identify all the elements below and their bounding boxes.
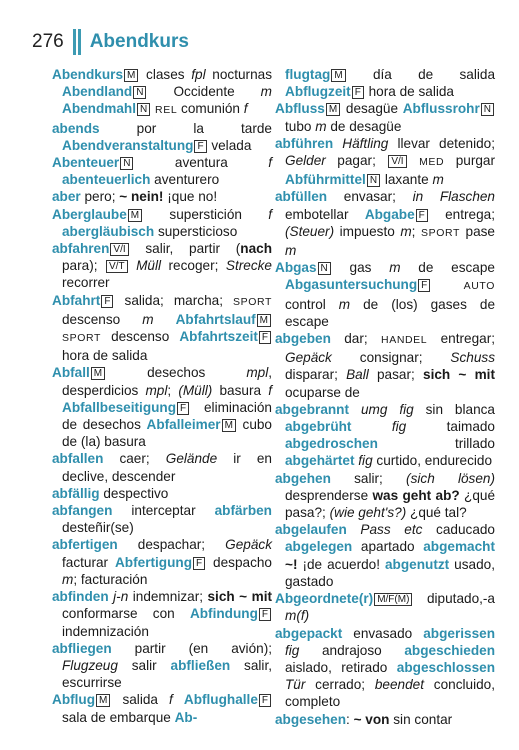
dictionary-entry bbox=[52, 66, 272, 120]
headword: Abflugzeit bbox=[285, 84, 351, 100]
bold-phrase: sich ~ mit bbox=[207, 589, 273, 605]
italic-note: f bbox=[268, 155, 272, 171]
header-rule bbox=[78, 29, 81, 55]
italic-note: f bbox=[268, 382, 272, 398]
headword: abfahren bbox=[52, 241, 110, 257]
grammar-label: M/F(M) bbox=[374, 593, 412, 606]
italic-note: Ball bbox=[346, 367, 369, 383]
translation-text bbox=[351, 419, 391, 434]
italic-note: Häftling bbox=[342, 135, 389, 151]
translation-text: sin blanca bbox=[413, 401, 495, 417]
headword: Abgasuntersuchung bbox=[285, 277, 418, 293]
translation-text: aislado, retirado bbox=[285, 659, 397, 675]
headword: abends bbox=[52, 120, 100, 136]
italic-note: in Flaschen bbox=[412, 189, 495, 205]
translation-text bbox=[349, 402, 361, 417]
translation-text: salir, partir ( bbox=[145, 241, 241, 257]
headword: abgepackt bbox=[275, 625, 343, 641]
dictionary-entry bbox=[52, 502, 272, 536]
italic-note: fig bbox=[391, 419, 407, 435]
headword: abfüllen bbox=[275, 189, 328, 205]
italic-note: umg fig bbox=[360, 401, 414, 417]
italic-note: m bbox=[260, 84, 272, 100]
translation-text: envasado bbox=[342, 625, 424, 641]
headword: Abendland bbox=[62, 84, 133, 100]
translation-text: ¡que no! bbox=[163, 189, 218, 205]
italic-note: m(f) bbox=[285, 608, 310, 624]
translation-text: disparar; bbox=[285, 367, 347, 383]
italic-note: beendet bbox=[374, 677, 424, 693]
dictionary-entry bbox=[52, 640, 272, 692]
grammar-label: F bbox=[193, 557, 205, 570]
italic-note: m bbox=[389, 260, 401, 276]
field-label: REL bbox=[155, 104, 178, 117]
bold-phrase: ~ von bbox=[353, 711, 390, 727]
italic-note: Gelder bbox=[285, 153, 326, 169]
field-label: AUTO bbox=[463, 280, 495, 293]
field-label: SPORT bbox=[233, 295, 273, 308]
dictionary-entry bbox=[52, 536, 272, 588]
translation-text: desagüe bbox=[345, 101, 403, 117]
field-label: SPORT bbox=[420, 226, 460, 239]
italic-note: Tür bbox=[285, 677, 306, 693]
italic-note: m bbox=[142, 311, 154, 327]
headword: Abfalleimer bbox=[146, 417, 221, 433]
translation-text: Occidente bbox=[173, 84, 261, 100]
grammar-label: M bbox=[96, 694, 110, 707]
headword: Abendveranstaltung bbox=[62, 137, 194, 153]
dictionary-entry bbox=[52, 240, 272, 292]
headword: abfließen bbox=[170, 657, 231, 673]
translation-text: eliminación de desechos bbox=[62, 399, 272, 433]
translation-text: basura bbox=[212, 382, 269, 398]
translation-text: indemnizar; bbox=[128, 589, 208, 605]
translation-text: entrega; bbox=[445, 206, 496, 222]
translation-text: : bbox=[346, 711, 354, 727]
dictionary-entry bbox=[275, 625, 495, 711]
translation-text: pase bbox=[465, 223, 495, 239]
dictionary-entry bbox=[275, 66, 495, 100]
italic-note: m bbox=[338, 296, 351, 312]
translation-text: salir; bbox=[330, 470, 407, 486]
italic-note: m bbox=[432, 172, 444, 188]
dictionary-entry bbox=[275, 401, 495, 470]
translation-text: pagar; bbox=[325, 153, 388, 169]
translation-text: usado, gastado bbox=[285, 556, 495, 589]
headword: Abfluss bbox=[275, 101, 325, 117]
translation-text: facturar bbox=[62, 554, 115, 570]
grammar-label: N bbox=[318, 262, 331, 275]
dictionary-entry bbox=[275, 470, 495, 522]
italic-note: m bbox=[285, 243, 297, 259]
dictionary-entry bbox=[52, 485, 272, 502]
translation-text: supersticioso bbox=[154, 223, 238, 239]
grammar-label: V/I bbox=[388, 155, 406, 168]
translation-text: despachar; bbox=[117, 537, 226, 553]
translation-text: nocturnas bbox=[205, 67, 273, 82]
headword: abfinden bbox=[52, 589, 109, 605]
translation-text: purgar bbox=[455, 153, 496, 169]
headword: Abenteuer bbox=[52, 155, 120, 171]
headword: Abflussrohr bbox=[402, 101, 480, 117]
translation-text: despacho bbox=[213, 554, 272, 570]
right-column bbox=[275, 66, 495, 728]
headword: Abflug bbox=[52, 692, 96, 708]
grammar-label: N bbox=[367, 174, 380, 187]
translation-text: curtido, endurecido bbox=[372, 453, 493, 469]
grammar-label: F bbox=[416, 209, 428, 222]
italic-note: f bbox=[268, 206, 272, 222]
translation-text: día de salida bbox=[372, 67, 496, 82]
grammar-label: M bbox=[128, 209, 142, 222]
translation-text: recorrer bbox=[62, 275, 110, 291]
headword: abführen bbox=[275, 135, 334, 151]
translation-text: sin contar bbox=[389, 711, 453, 727]
translation-text: entregar; bbox=[440, 331, 496, 347]
italic-note: mpl bbox=[145, 382, 168, 398]
italic-note: (Steuer) bbox=[285, 223, 335, 239]
running-head: Abendkurs bbox=[89, 31, 189, 52]
field-label: MED bbox=[419, 156, 445, 169]
bold-phrase: was geht ab? bbox=[372, 487, 460, 503]
headword: Abgabe bbox=[364, 206, 415, 222]
translation-text bbox=[173, 692, 184, 707]
grammar-label: N bbox=[137, 103, 150, 116]
italic-note: (wie geht's?) bbox=[329, 505, 407, 521]
headword: Aberglaube bbox=[52, 206, 127, 222]
dictionary-entry bbox=[275, 100, 495, 134]
translation-text: despectivo bbox=[99, 485, 169, 501]
italic-note: f bbox=[169, 692, 173, 708]
translation-text: concluido, completo bbox=[285, 677, 495, 710]
headword: Abfahrtslauf bbox=[175, 311, 256, 327]
headword: abgelegen bbox=[285, 539, 353, 555]
translation-text: de escape bbox=[400, 260, 495, 276]
headword: abfallen bbox=[52, 451, 104, 467]
translation-text: andrajoso bbox=[299, 642, 405, 658]
translation-text: desechos bbox=[147, 365, 247, 381]
italic-note: Gelände bbox=[165, 451, 218, 467]
translation-text: indemnización bbox=[62, 623, 149, 639]
grammar-label: M bbox=[257, 314, 271, 327]
headword: abfertigen bbox=[52, 537, 118, 553]
translation-text: ¡de acuerdo! bbox=[297, 556, 385, 572]
grammar-label: M bbox=[331, 69, 345, 82]
italic-note: fig bbox=[285, 642, 300, 658]
bold-phrase: ~ nein! bbox=[119, 189, 164, 205]
translation-text: pasar; bbox=[368, 367, 424, 383]
italic-note: Gepäck bbox=[285, 350, 332, 366]
page-header bbox=[32, 28, 189, 56]
headword: abfliegen bbox=[52, 640, 112, 656]
dictionary-entry bbox=[52, 691, 272, 725]
left-column bbox=[52, 66, 272, 726]
dictionary-entry bbox=[52, 154, 272, 188]
translation-text: impuesto bbox=[334, 223, 401, 239]
italic-note: m bbox=[62, 571, 74, 587]
bold-phrase: nach bbox=[240, 241, 272, 257]
italic-note: (Müll) bbox=[178, 382, 213, 398]
headword: Abendkurs bbox=[52, 67, 124, 82]
headword: abgeschlossen bbox=[396, 659, 495, 675]
headword: flugtag bbox=[285, 67, 331, 82]
translation-text: , desperdicios bbox=[62, 365, 273, 398]
dictionary-entry bbox=[52, 364, 272, 450]
dictionary-entry bbox=[275, 590, 495, 624]
translation-text: para); bbox=[62, 258, 106, 274]
headword: abfärben bbox=[214, 503, 272, 519]
translation-text: envasar; bbox=[327, 189, 413, 205]
dictionary-entry bbox=[275, 135, 495, 189]
headword: Abfindung bbox=[189, 606, 258, 622]
translation-text: conformarse con bbox=[62, 606, 190, 622]
italic-note: mpl bbox=[246, 365, 269, 381]
dictionary-entry bbox=[52, 292, 272, 365]
translation-text: laxante bbox=[384, 172, 433, 188]
translation-text: hora de salida bbox=[368, 84, 454, 100]
headword: abfangen bbox=[52, 503, 113, 519]
translation-text: salida; marcha; bbox=[124, 292, 234, 308]
headword: Ab- bbox=[174, 709, 198, 725]
translation-text: desteñir(se) bbox=[62, 520, 134, 536]
translation-text: trillado bbox=[377, 436, 495, 452]
dictionary-entry bbox=[52, 206, 272, 240]
translation-text: de (los) gases de escape bbox=[285, 296, 496, 329]
translation-text: embotellar bbox=[285, 206, 365, 222]
translation-text: ocuparse de bbox=[285, 384, 360, 400]
headword: abgehen bbox=[275, 470, 331, 486]
italic-note: fig bbox=[358, 453, 373, 469]
translation-text: diputado,-a bbox=[426, 591, 495, 607]
translation-text: aventura bbox=[174, 155, 269, 171]
dictionary-entry bbox=[275, 711, 495, 728]
headword: Abfahrtszeit bbox=[179, 329, 258, 345]
translation-text bbox=[347, 522, 361, 537]
dictionary-entry bbox=[52, 450, 272, 484]
translation-text: ir en declive, descender bbox=[62, 451, 272, 484]
italic-note: j-n bbox=[113, 589, 129, 605]
translation-text: descenso bbox=[62, 311, 143, 327]
italic-note: Pass etc bbox=[360, 522, 423, 538]
field-label: SPORT bbox=[62, 332, 101, 345]
translation-text bbox=[333, 136, 342, 151]
translation-text: ¿qué tal? bbox=[406, 505, 467, 521]
italic-note: m bbox=[315, 118, 327, 134]
translation-text: dar; bbox=[330, 331, 382, 347]
translation-text: clases bbox=[146, 67, 192, 82]
headword: abenteuerlich bbox=[62, 172, 151, 188]
grammar-label: N bbox=[133, 86, 146, 99]
headword: Abendmahl bbox=[62, 101, 137, 117]
grammar-label: V/I bbox=[110, 243, 128, 256]
field-label: HANDEL bbox=[381, 334, 428, 347]
translation-text: salida bbox=[122, 692, 170, 708]
dictionary-entry bbox=[275, 259, 495, 330]
dictionary-entry bbox=[52, 588, 272, 640]
translation-text: control bbox=[285, 296, 339, 312]
italic-note: Schuss bbox=[450, 350, 495, 366]
italic-note: Strecke bbox=[225, 258, 272, 274]
translation-text: recoger; bbox=[161, 258, 226, 274]
grammar-label: F bbox=[101, 295, 113, 308]
grammar-label: F bbox=[177, 402, 189, 415]
headword: abgeben bbox=[275, 331, 331, 347]
grammar-label: M bbox=[91, 367, 105, 380]
grammar-label: F bbox=[194, 140, 206, 153]
translation-text: taimado bbox=[406, 419, 495, 435]
translation-text: salir, escurrirse bbox=[62, 657, 272, 691]
translation-text: caer; bbox=[103, 451, 166, 467]
translation-text: superstición bbox=[169, 206, 269, 222]
translation-text bbox=[154, 312, 176, 327]
dictionary-entry bbox=[52, 188, 272, 205]
dictionary-entry bbox=[275, 330, 495, 401]
translation-text: caducado bbox=[422, 522, 495, 538]
bold-phrase: ~! bbox=[285, 556, 298, 572]
translation-text: consignar; bbox=[331, 350, 451, 366]
translation-text: ; bbox=[411, 223, 421, 239]
grammar-label: F bbox=[259, 331, 271, 344]
header-rule bbox=[73, 29, 76, 55]
italic-note: (sich lösen) bbox=[406, 470, 495, 486]
dictionary-entry bbox=[52, 120, 272, 154]
translation-text: sala de embarque bbox=[62, 709, 175, 725]
translation-text: llevar detenido; bbox=[388, 135, 495, 151]
headword: abgerissen bbox=[423, 625, 495, 641]
translation-text: tubo bbox=[285, 118, 316, 134]
translation-text: apartado bbox=[352, 539, 424, 555]
translation-text: partir (en avión); bbox=[111, 640, 272, 656]
headword: abfällig bbox=[52, 485, 100, 501]
headword: abgemacht bbox=[423, 539, 495, 555]
translation-text: cubo de (la) basura bbox=[62, 417, 272, 450]
grammar-label: N bbox=[481, 103, 494, 116]
headword: Abfahrt bbox=[52, 292, 101, 308]
headword: Abfallbeseitigung bbox=[62, 399, 177, 415]
headword: abgebrannt bbox=[275, 401, 350, 417]
headword: Abfertigung bbox=[114, 554, 193, 570]
translation-text: ¿qué pasa?; bbox=[285, 487, 496, 521]
dictionary-entry bbox=[275, 521, 495, 590]
translation-text: pero; bbox=[80, 189, 120, 205]
translation-text: descenso bbox=[111, 329, 180, 345]
translation-text: ; bbox=[167, 382, 179, 398]
dictionary-entry bbox=[275, 188, 495, 259]
translation-text: desprenderse bbox=[285, 487, 373, 503]
italic-note: fpl bbox=[191, 67, 206, 82]
italic-note: Müll bbox=[136, 258, 162, 274]
italic-note: Gepäck bbox=[225, 537, 272, 553]
italic-note: Flugzeug bbox=[62, 657, 118, 673]
translation-text: ; facturación bbox=[73, 571, 148, 587]
page-number: 276 bbox=[32, 31, 64, 52]
headword: Abführmittel bbox=[285, 172, 366, 188]
grammar-label: M bbox=[222, 419, 236, 432]
headword: Abflughalle bbox=[183, 692, 258, 708]
grammar-label: F bbox=[259, 608, 271, 621]
headword: Abgeordnete(r) bbox=[275, 591, 374, 607]
grammar-label: V/T bbox=[106, 260, 128, 273]
translation-text: hora de salida bbox=[62, 348, 148, 364]
translation-text: gas bbox=[349, 260, 390, 276]
headword: abgedroschen bbox=[285, 436, 378, 452]
headword: abergläubisch bbox=[62, 223, 155, 239]
grammar-label: M bbox=[326, 103, 340, 116]
headword: aber bbox=[52, 189, 81, 205]
headword: abgesehen bbox=[275, 711, 347, 727]
grammar-label: F bbox=[418, 279, 430, 292]
headword: abgeschieden bbox=[404, 642, 495, 658]
italic-note: f bbox=[243, 101, 248, 117]
translation-text: comunión bbox=[181, 101, 244, 117]
translation-text: velada bbox=[211, 137, 252, 153]
italic-note: m bbox=[400, 223, 412, 239]
headword: abgebrüht bbox=[285, 419, 352, 435]
translation-text: de desagüe bbox=[326, 118, 402, 134]
grammar-label: M bbox=[124, 69, 138, 82]
headword: abgelaufen bbox=[275, 522, 347, 538]
translation-text: aventurero bbox=[150, 172, 220, 188]
grammar-label: F bbox=[259, 694, 271, 707]
grammar-label: N bbox=[120, 157, 133, 170]
grammar-label: F bbox=[352, 86, 364, 99]
translation-text: por la tarde bbox=[99, 120, 272, 136]
bold-phrase: sich ~ mit bbox=[423, 367, 495, 383]
headword: Abfall bbox=[52, 365, 90, 381]
headword: abgenutzt bbox=[385, 556, 450, 572]
headword: abgehärtet bbox=[285, 453, 355, 469]
headword: Abgas bbox=[275, 260, 317, 276]
translation-text: cerrado; bbox=[305, 677, 375, 693]
translation-text: interceptar bbox=[112, 503, 215, 519]
translation-text: salir bbox=[117, 657, 171, 673]
